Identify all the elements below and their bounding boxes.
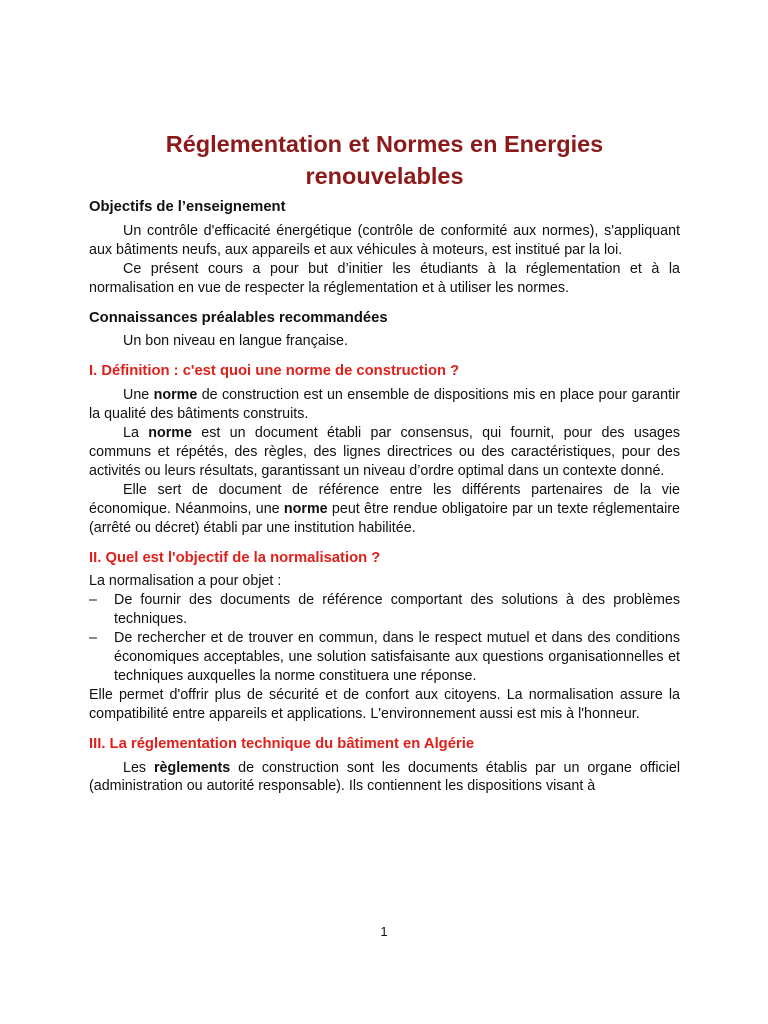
section-3-paragraph-1: Les règlements de construction sont les documents établis par un organe officiel (administration ou autorité responsable). Ils contiennent les dispositions visant à — [89, 759, 680, 795]
dash-bullet: – — [89, 592, 97, 609]
objectives-list — [89, 591, 680, 686]
objectifs-paragraph-2: Ce présent cours a pour but d’initier les étudiants à la réglementation et à la normalisation en vue de respecter la réglementation et à utiliser les normes. — [89, 260, 680, 296]
term-norme: norme — [283, 500, 328, 517]
objectifs-paragraph-1: Un contrôle d'efficacité énergétique (contrôle de conformité aux normes), s'appliquant aux bâtiments neufs, aux appareils et aux véhicules à moteurs, est institué par la loi. — [89, 222, 680, 258]
section-2-heading: II. Quel est l'objectif de la normalisation ? — [89, 549, 381, 566]
connaissances-paragraph: Un bon niveau en langue française. — [123, 333, 348, 350]
section-1-paragraph-3: Elle sert de document de référence entre les différents partenaires de la vie économique. Néanmoins, une norme peut être rendue obligatoire par un texte réglementaire (arrêté ou décret) établi par une institution habilitée. — [89, 481, 680, 536]
document-title: Réglementation et Normes en Energies renouvelables — [165, 131, 604, 189]
objectifs-heading: Objectifs de l’enseignement — [89, 199, 286, 215]
list-item: – De rechercher et de trouver en commun, dans le respect mutuel et dans des conditions économiques acceptables, une solution satisfaisante aux questions organisationnelles et techniques auxquelles la norme constituera une réponse. — [89, 630, 680, 684]
page-content — [89, 128, 680, 796]
section-1-paragraph-1: Une norme de construction est un ensemble de dispositions mis en place pour garantir la qualité des bâtiments construits. — [89, 387, 680, 423]
section-2-intro: La normalisation a pour objet : — [89, 573, 282, 590]
term-norme: norme — [148, 425, 192, 442]
section-1-paragraph-2: La norme est un document établi par consensus, qui fournit, pour des usages communs et répétés, des règles, des lignes directrices ou des caractéristiques, pour des activités ou leurs résultats, garantissant un niveau d’ordre optimal dans un contexte donné. — [89, 425, 680, 479]
dash-bullet: – — [89, 630, 97, 647]
connaissances-heading: Connaissances préalables recommandées — [89, 309, 388, 326]
page-number: 1 — [380, 924, 388, 939]
section-3-heading: III. La réglementation technique du bâtiment en Algérie — [89, 735, 475, 752]
term-reglements: règlements — [153, 759, 231, 776]
term-norme: norme — [153, 387, 198, 404]
section-1-heading: I. Définition : c'est quoi une norme de construction ? — [89, 363, 460, 380]
section-2-closing-paragraph: Elle permet d'offrir plus de sécurité et de confort aux citoyens. La normalisation assure la compatibilité entre appareils et applications. L'environnement aussi est mis à l'honneur. — [89, 686, 680, 722]
list-item: – De fournir des documents de référence comportant des solutions à des problèmes techniques. — [89, 592, 680, 628]
